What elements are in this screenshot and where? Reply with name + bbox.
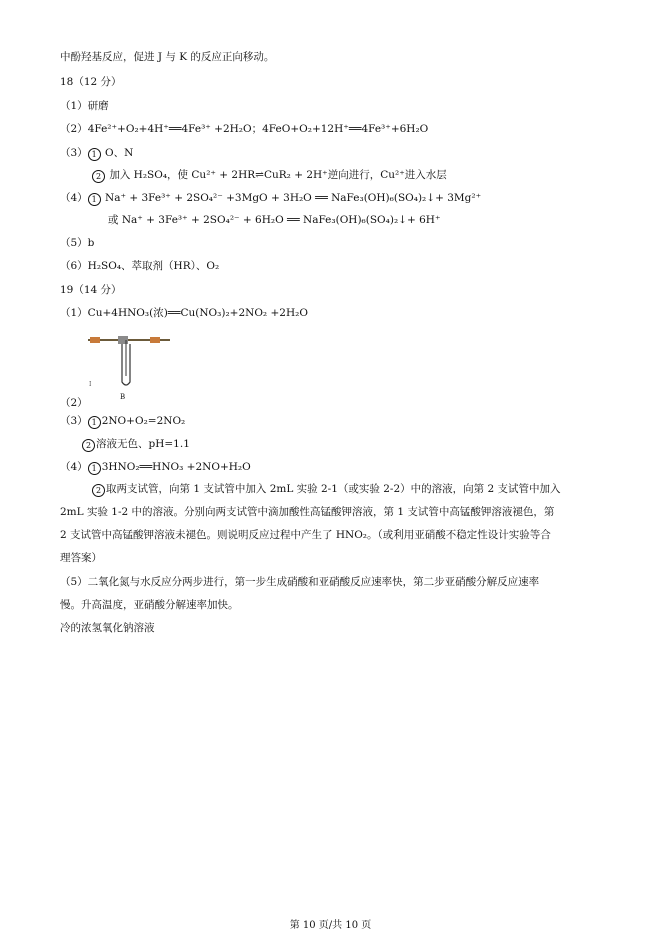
q19-part5-line1: （5）二氧化氮与水反应分两步进行，第一步生成硝酸和亚硝酸反应速率快，第二步亚硝酸分解反应速率 [60, 576, 540, 588]
part-number: （3） [60, 147, 88, 159]
q19-part3a [60, 414, 185, 429]
circled-number-1: 1 [88, 193, 101, 206]
circled-number-1: 1 [88, 462, 101, 475]
q19-part1: （1）Cu+4HNO₃(浓)══Cu(NO₃)₂+2NO₂ +2H₂O [60, 307, 308, 319]
q18-part4a [60, 191, 481, 206]
figure-label: B [120, 393, 126, 401]
page-footer: 第 10 页/共 10 页 [289, 920, 372, 931]
q18-part1: （1）研磨 [60, 100, 109, 112]
equation: 3HNO₂══HNO₃ +2NO+H₂O [101, 461, 251, 473]
q18-part4b: 或 Na⁺ + 3Fe³⁺ + 2SO₄²⁻ + 6H₂O ══ NaFe₃(OH)₆(SO₄)₂↓+ 6H⁺ [108, 214, 441, 226]
q19-part4b-line3: 2 支试管中高锰酸钾溶液未褪色。则说明反应过程中产生了 HNO₂。（或利用亚硝酸不稳定性设计实验等合 [60, 529, 551, 541]
q18-part3a [60, 146, 133, 161]
q19-part4a [60, 460, 251, 475]
q19-part5-line2: 慢。升高温度，亚硝酸分解速率加快。 [60, 599, 239, 611]
answer: 取两支试管，向第 1 支试管中加入 2mL 实验 2-1（或实验 2-2）中的溶液，向第 2 支试管中加入 [106, 483, 561, 495]
answer: O、N [105, 147, 134, 159]
q18-part2 [60, 122, 428, 136]
answer: 溶液无色、pH=1.1 [96, 438, 190, 450]
q19-part4b-line2: 2mL 实验 1-2 中的溶液。分别向两支试管中滴加酸性高锰酸钾溶液，第 1 支试管中高锰酸钾溶液褪色，第 [60, 506, 555, 518]
question-18-header: 18（12 分） [60, 76, 122, 88]
apparatus-diagram [86, 326, 172, 392]
circled-number-2: 2 [92, 484, 105, 497]
q18-part6: （6）H₂SO₄、萃取剂（HR）、O₂ [60, 260, 220, 272]
part-number: （4） [60, 192, 88, 204]
q18-part3b [92, 168, 447, 183]
part-number: （4） [60, 461, 88, 473]
circled-number-1: 1 [88, 148, 101, 161]
q19-part4b-line1 [92, 482, 561, 497]
circled-number-1: 1 [88, 416, 101, 429]
equation: Na⁺ + 3Fe³⁺ + 2SO₄²⁻ +3MgO + 3H₂O ══ NaFe₃(OH)₆(SO₄)₂↓+ 3Mg²⁺ [105, 192, 482, 204]
stopper [150, 337, 160, 343]
answer: 加入 H₂SO₄，使 Cu²⁺ + 2HR⇌CuR₂ + 2H⁺逆向进行，Cu²⁺进入水层 [109, 169, 447, 181]
part-number: （2） [60, 123, 88, 135]
question-19-header: 19（14 分） [60, 284, 122, 296]
equation: 4Fe²⁺+O₂+4H⁺══4Fe³⁺ +2H₂O；4FeO+O₂+12H⁺══4Fe³⁺+6H₂O [87, 123, 429, 135]
q19-part4b-line4: 理答案） [60, 552, 102, 564]
circled-number-2: 2 [92, 170, 105, 183]
q19-part2: （2） [60, 397, 88, 409]
equation: 2NO+O₂=2NO₂ [101, 415, 186, 427]
figure-mark: I [89, 381, 92, 388]
circled-number-2: 2 [82, 439, 95, 452]
text-line: 中酚羟基反应，促进 J 与 K 的反应正向移动。 [60, 51, 275, 63]
stopper [90, 337, 100, 343]
part-number: （3） [60, 415, 88, 427]
q19-part3b [82, 437, 190, 452]
q18-part5: （5）b [60, 237, 95, 249]
text-line: 冷的浓氢氧化钠溶液 [60, 622, 155, 634]
